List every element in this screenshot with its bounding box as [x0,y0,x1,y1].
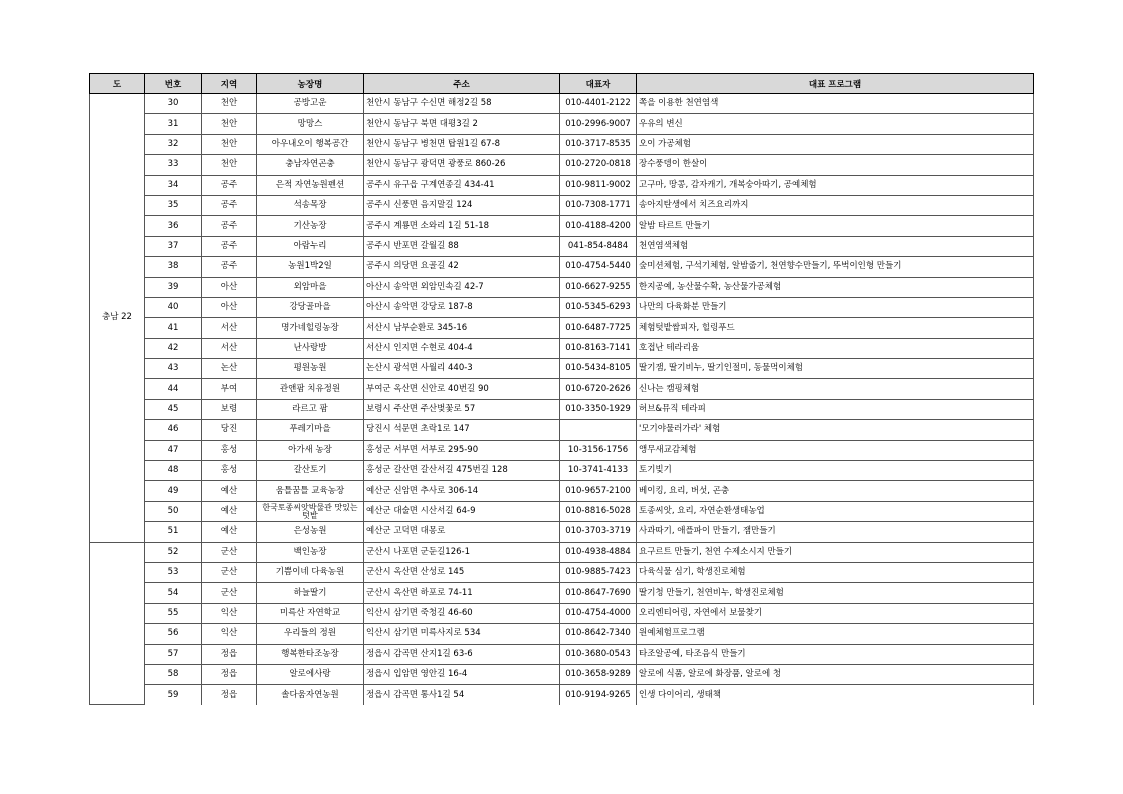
number-cell: 50 [145,501,202,521]
number-cell: 35 [145,195,202,215]
area-cell: 천안 [202,134,257,154]
area-cell: 당진 [202,420,257,440]
area-cell: 아산 [202,297,257,317]
area-cell: 익산 [202,603,257,623]
representative-cell: 010-7308-1771 [560,195,637,215]
number-cell: 33 [145,155,202,175]
table-row [90,94,1034,114]
number-cell: 41 [145,318,202,338]
header-province: 도 [90,74,145,94]
representative-cell: 010-3703-3719 [560,522,637,542]
representative-cell: 010-2996-9007 [560,114,637,134]
table-row [90,318,1034,338]
address-cell: 홍성군 서부면 서부로 295-90 [364,440,560,460]
representative-cell: 010-4938-4884 [560,542,637,562]
header-area: 지역 [202,74,257,94]
number-cell: 31 [145,114,202,134]
representative-cell: 010-4754-5440 [560,257,637,277]
number-cell: 32 [145,134,202,154]
farm-name-cell: 충남자연곤충 [257,155,364,175]
program-cell: 고구마, 땅콩, 감자캐기, 개복숭아따기, 공예체험 [637,175,1034,195]
farm-name-cell: 우리들의 정원 [257,624,364,644]
header-number: 번호 [145,74,202,94]
table-row [90,624,1034,644]
farm-name-cell: 백인농장 [257,542,364,562]
area-cell: 아산 [202,277,257,297]
address-cell: 예산군 고덕면 대몽로 [364,522,560,542]
farm-name-cell: 아가새 농장 [257,440,364,460]
program-cell: 숲미션체험, 구석기체험, 알밤줍기, 천연향수만들기, 뚜벅이인형 만들기 [637,257,1034,277]
farm-name-cell: 기쁨이네 다육농원 [257,562,364,582]
number-cell: 58 [145,664,202,684]
table-row [90,114,1034,134]
farm-name-cell: 공방고운 [257,94,364,114]
address-cell: 당진시 석문면 초락1로 147 [364,420,560,440]
table-row [90,542,1034,562]
address-cell: 정읍시 입암면 영안길 16-4 [364,664,560,684]
representative-cell: 010-8816-5028 [560,501,637,521]
number-cell: 51 [145,522,202,542]
table-row [90,562,1034,582]
area-cell: 논산 [202,359,257,379]
farm-table [89,73,1034,705]
spreadsheet [89,73,1034,705]
farm-name-cell: 평원농원 [257,359,364,379]
table-row [90,134,1034,154]
address-cell: 예산군 신암면 추사로 306-14 [364,481,560,501]
farm-name-cell: 강당골마을 [257,297,364,317]
representative-cell: 10-3741-4133 [560,461,637,481]
number-cell: 48 [145,461,202,481]
representative-cell: 010-9657-2100 [560,481,637,501]
table-row [90,644,1034,664]
number-cell: 30 [145,94,202,114]
address-cell: 공주시 의당면 요골길 42 [364,257,560,277]
program-cell: 딸기잼, 딸기비누, 딸기인절미, 동물먹이체험 [637,359,1034,379]
table-row [90,522,1034,542]
program-cell: 체험텃밭쌈피자, 힐링푸드 [637,318,1034,338]
address-cell: 군산시 옥산면 산성로 145 [364,562,560,582]
farm-name-cell: 하늘딸기 [257,583,364,603]
address-cell: 아산시 송악면 강당로 187-8 [364,297,560,317]
address-cell: 군산시 옥산면 하포로 74-11 [364,583,560,603]
address-cell: 아산시 송악면 외암민속길 42-7 [364,277,560,297]
program-cell: 타조알공예, 타조음식 만들기 [637,644,1034,664]
program-cell: 베이킹, 요리, 버섯, 곤충 [637,481,1034,501]
address-cell: 공주시 유구읍 구계연종길 434-41 [364,175,560,195]
representative-cell: 010-6720-2626 [560,379,637,399]
number-cell: 40 [145,297,202,317]
farm-name-cell: 미륵산 자연학교 [257,603,364,623]
header-representative: 대표자 [560,74,637,94]
address-cell: 부여군 옥산면 신안로 40번길 90 [364,379,560,399]
farm-name-cell: 한국토종씨앗박물관 맛있는 텃밭 [257,501,364,521]
program-cell: 나만의 다육화분 만들기 [637,297,1034,317]
area-cell: 홍성 [202,440,257,460]
table-row [90,216,1034,236]
representative-cell: 010-9811-9002 [560,175,637,195]
address-cell: 천안시 동남구 수신면 해정2길 58 [364,94,560,114]
farm-name-cell: 관앤팜 치유정원 [257,379,364,399]
address-cell: 정읍시 감곡면 산지1길 63-6 [364,644,560,664]
number-cell: 55 [145,603,202,623]
farm-name-cell: 라르고 팜 [257,399,364,419]
address-cell: 익산시 삼기면 미륵사지로 534 [364,624,560,644]
representative-cell: 010-3350-1929 [560,399,637,419]
farm-name-cell: 석송목장 [257,195,364,215]
representative-cell: 010-5345-6293 [560,297,637,317]
program-cell: 요구르트 만들기, 천연 수제소시지 만들기 [637,542,1034,562]
number-cell: 36 [145,216,202,236]
farm-name-cell: 아우내오이 행복공간 [257,134,364,154]
area-cell: 서산 [202,338,257,358]
program-cell: 사과따기, 애플파이 만들기, 잼만들기 [637,522,1034,542]
area-cell: 군산 [202,583,257,603]
program-cell: 천연염색체험 [637,236,1034,256]
representative-cell: 010-3680-0543 [560,644,637,664]
table-row [90,420,1034,440]
farm-name-cell: 은적 자연농원펜션 [257,175,364,195]
area-cell: 정읍 [202,664,257,684]
number-cell: 46 [145,420,202,440]
number-cell: 42 [145,338,202,358]
address-cell: 논산시 광석면 사월리 440-3 [364,359,560,379]
area-cell: 정읍 [202,644,257,664]
program-cell: 오이 가공체험 [637,134,1034,154]
farm-name-cell: 움틀꿈틀 교육농장 [257,481,364,501]
number-cell: 47 [145,440,202,460]
farm-name-cell: 알로에사랑 [257,664,364,684]
program-cell: 허브&뮤직 테라피 [637,399,1034,419]
program-cell: 송아지탄생에서 치즈요리까지 [637,195,1034,215]
header-row [90,74,1034,94]
area-cell: 공주 [202,216,257,236]
representative-cell [560,420,637,440]
area-cell: 정읍 [202,685,257,705]
area-cell: 공주 [202,195,257,215]
representative-cell: 010-8163-7141 [560,338,637,358]
number-cell: 52 [145,542,202,562]
program-cell: 다육식물 심기, 학생진로체험 [637,562,1034,582]
farm-name-cell: 행복한타조농장 [257,644,364,664]
representative-cell: 010-4754-4000 [560,603,637,623]
program-cell: 알로에 식품, 알로에 화장품, 알로에 청 [637,664,1034,684]
table-row [90,195,1034,215]
representative-cell: 010-8642-7340 [560,624,637,644]
representative-cell: 041-854-8484 [560,236,637,256]
program-cell: '모기야물러가라' 체험 [637,420,1034,440]
program-cell: 토기빚기 [637,461,1034,481]
program-cell: 딸기청 만들기, 천연비누, 학생진로체험 [637,583,1034,603]
table-row [90,155,1034,175]
address-cell: 천안시 동남구 북면 대평3길 2 [364,114,560,134]
address-cell: 익산시 삼기면 죽청길 46-60 [364,603,560,623]
representative-cell: 010-3658-9289 [560,664,637,684]
area-cell: 예산 [202,501,257,521]
area-cell: 보령 [202,399,257,419]
farm-name-cell: 갈산토기 [257,461,364,481]
table-row [90,440,1034,460]
program-cell: 오리엔티어링, 자연에서 보물찾기 [637,603,1034,623]
address-cell: 예산군 대술면 시산서길 64-9 [364,501,560,521]
representative-cell: 010-4188-4200 [560,216,637,236]
program-cell: 신나는 캠핑체험 [637,379,1034,399]
address-cell: 홍성군 갈산면 갈산서길 475번길 128 [364,461,560,481]
address-cell: 보령시 주산면 주산벚꽃로 57 [364,399,560,419]
table-row [90,603,1034,623]
area-cell: 홍성 [202,461,257,481]
table-row [90,379,1034,399]
area-cell: 부여 [202,379,257,399]
farm-name-cell: 푸레기마을 [257,420,364,440]
program-cell: 한지공예, 농산물수확, 농산물가공체험 [637,277,1034,297]
number-cell: 59 [145,685,202,705]
table-row [90,359,1034,379]
number-cell: 57 [145,644,202,664]
area-cell: 서산 [202,318,257,338]
area-cell: 천안 [202,114,257,134]
table-row [90,175,1034,195]
address-cell: 서산시 인지면 수현로 404-4 [364,338,560,358]
address-cell: 천안시 동남구 병천면 탑원1길 67-8 [364,134,560,154]
header-farm-name: 농장명 [257,74,364,94]
program-cell: 우유의 변신 [637,114,1034,134]
farm-name-cell: 난사랑방 [257,338,364,358]
address-cell: 서산시 남부순환로 345-16 [364,318,560,338]
farm-name-cell: 망망스 [257,114,364,134]
farm-name-cell: 기산농장 [257,216,364,236]
table-row [90,583,1034,603]
header-program: 대표 프로그램 [637,74,1034,94]
number-cell: 45 [145,399,202,419]
representative-cell: 010-5434-8105 [560,359,637,379]
number-cell: 39 [145,277,202,297]
number-cell: 54 [145,583,202,603]
number-cell: 38 [145,257,202,277]
program-cell: 장수풍뎅이 한살이 [637,155,1034,175]
farm-name-cell: 명가네힐링농장 [257,318,364,338]
farm-name-cell: 농원1박2일 [257,257,364,277]
table-row [90,501,1034,521]
area-cell: 군산 [202,562,257,582]
table-row [90,664,1034,684]
area-cell: 군산 [202,542,257,562]
table-row [90,399,1034,419]
number-cell: 37 [145,236,202,256]
address-cell: 공주시 반포면 갈월길 88 [364,236,560,256]
area-cell: 공주 [202,257,257,277]
number-cell: 53 [145,562,202,582]
representative-cell: 010-6487-7725 [560,318,637,338]
program-cell: 인생 다이어리, 생태책 [637,685,1034,705]
address-cell: 천안시 동남구 광덕면 광풍로 860-26 [364,155,560,175]
program-cell: 앵무새교감체험 [637,440,1034,460]
representative-cell: 010-6627-9255 [560,277,637,297]
program-cell: 쪽을 이용한 천연염색 [637,94,1034,114]
province-cell: 충남 22 [90,94,145,543]
number-cell: 44 [145,379,202,399]
farm-name-cell: 은성농원 [257,522,364,542]
number-cell: 49 [145,481,202,501]
table-row [90,338,1034,358]
address-cell: 공주시 계룡면 소와리 1길 51-18 [364,216,560,236]
program-cell: 토종씨앗, 요리, 자연순환생태농업 [637,501,1034,521]
program-cell: 호접난 테라리움 [637,338,1034,358]
area-cell: 천안 [202,94,257,114]
representative-cell: 010-3717-8535 [560,134,637,154]
representative-cell: 010-9194-9265 [560,685,637,705]
area-cell: 예산 [202,481,257,501]
table-row [90,257,1034,277]
farm-name-cell: 아람누리 [257,236,364,256]
address-cell: 군산시 나포면 군둔길126-1 [364,542,560,562]
representative-cell: 010-9885-7423 [560,562,637,582]
table-row [90,297,1034,317]
number-cell: 43 [145,359,202,379]
representative-cell: 010-8647-7690 [560,583,637,603]
area-cell: 공주 [202,175,257,195]
area-cell: 예산 [202,522,257,542]
table-row [90,481,1034,501]
number-cell: 56 [145,624,202,644]
table-row [90,685,1034,705]
area-cell: 공주 [202,236,257,256]
table-row [90,277,1034,297]
area-cell: 천안 [202,155,257,175]
farm-name-cell: 솔다움자연농원 [257,685,364,705]
table-row [90,461,1034,481]
address-cell: 정읍시 감곡면 통사1길 54 [364,685,560,705]
representative-cell: 010-2720-0818 [560,155,637,175]
number-cell: 34 [145,175,202,195]
representative-cell: 010-4401-2122 [560,94,637,114]
header-address: 주소 [364,74,560,94]
province-cell [90,542,145,705]
representative-cell: 10-3156-1756 [560,440,637,460]
program-cell: 알밤 타르트 만들기 [637,216,1034,236]
address-cell: 공주시 신풍면 음지말길 124 [364,195,560,215]
program-cell: 원예체험프로그램 [637,624,1034,644]
table-row [90,236,1034,256]
farm-name-cell: 외암마을 [257,277,364,297]
area-cell: 익산 [202,624,257,644]
